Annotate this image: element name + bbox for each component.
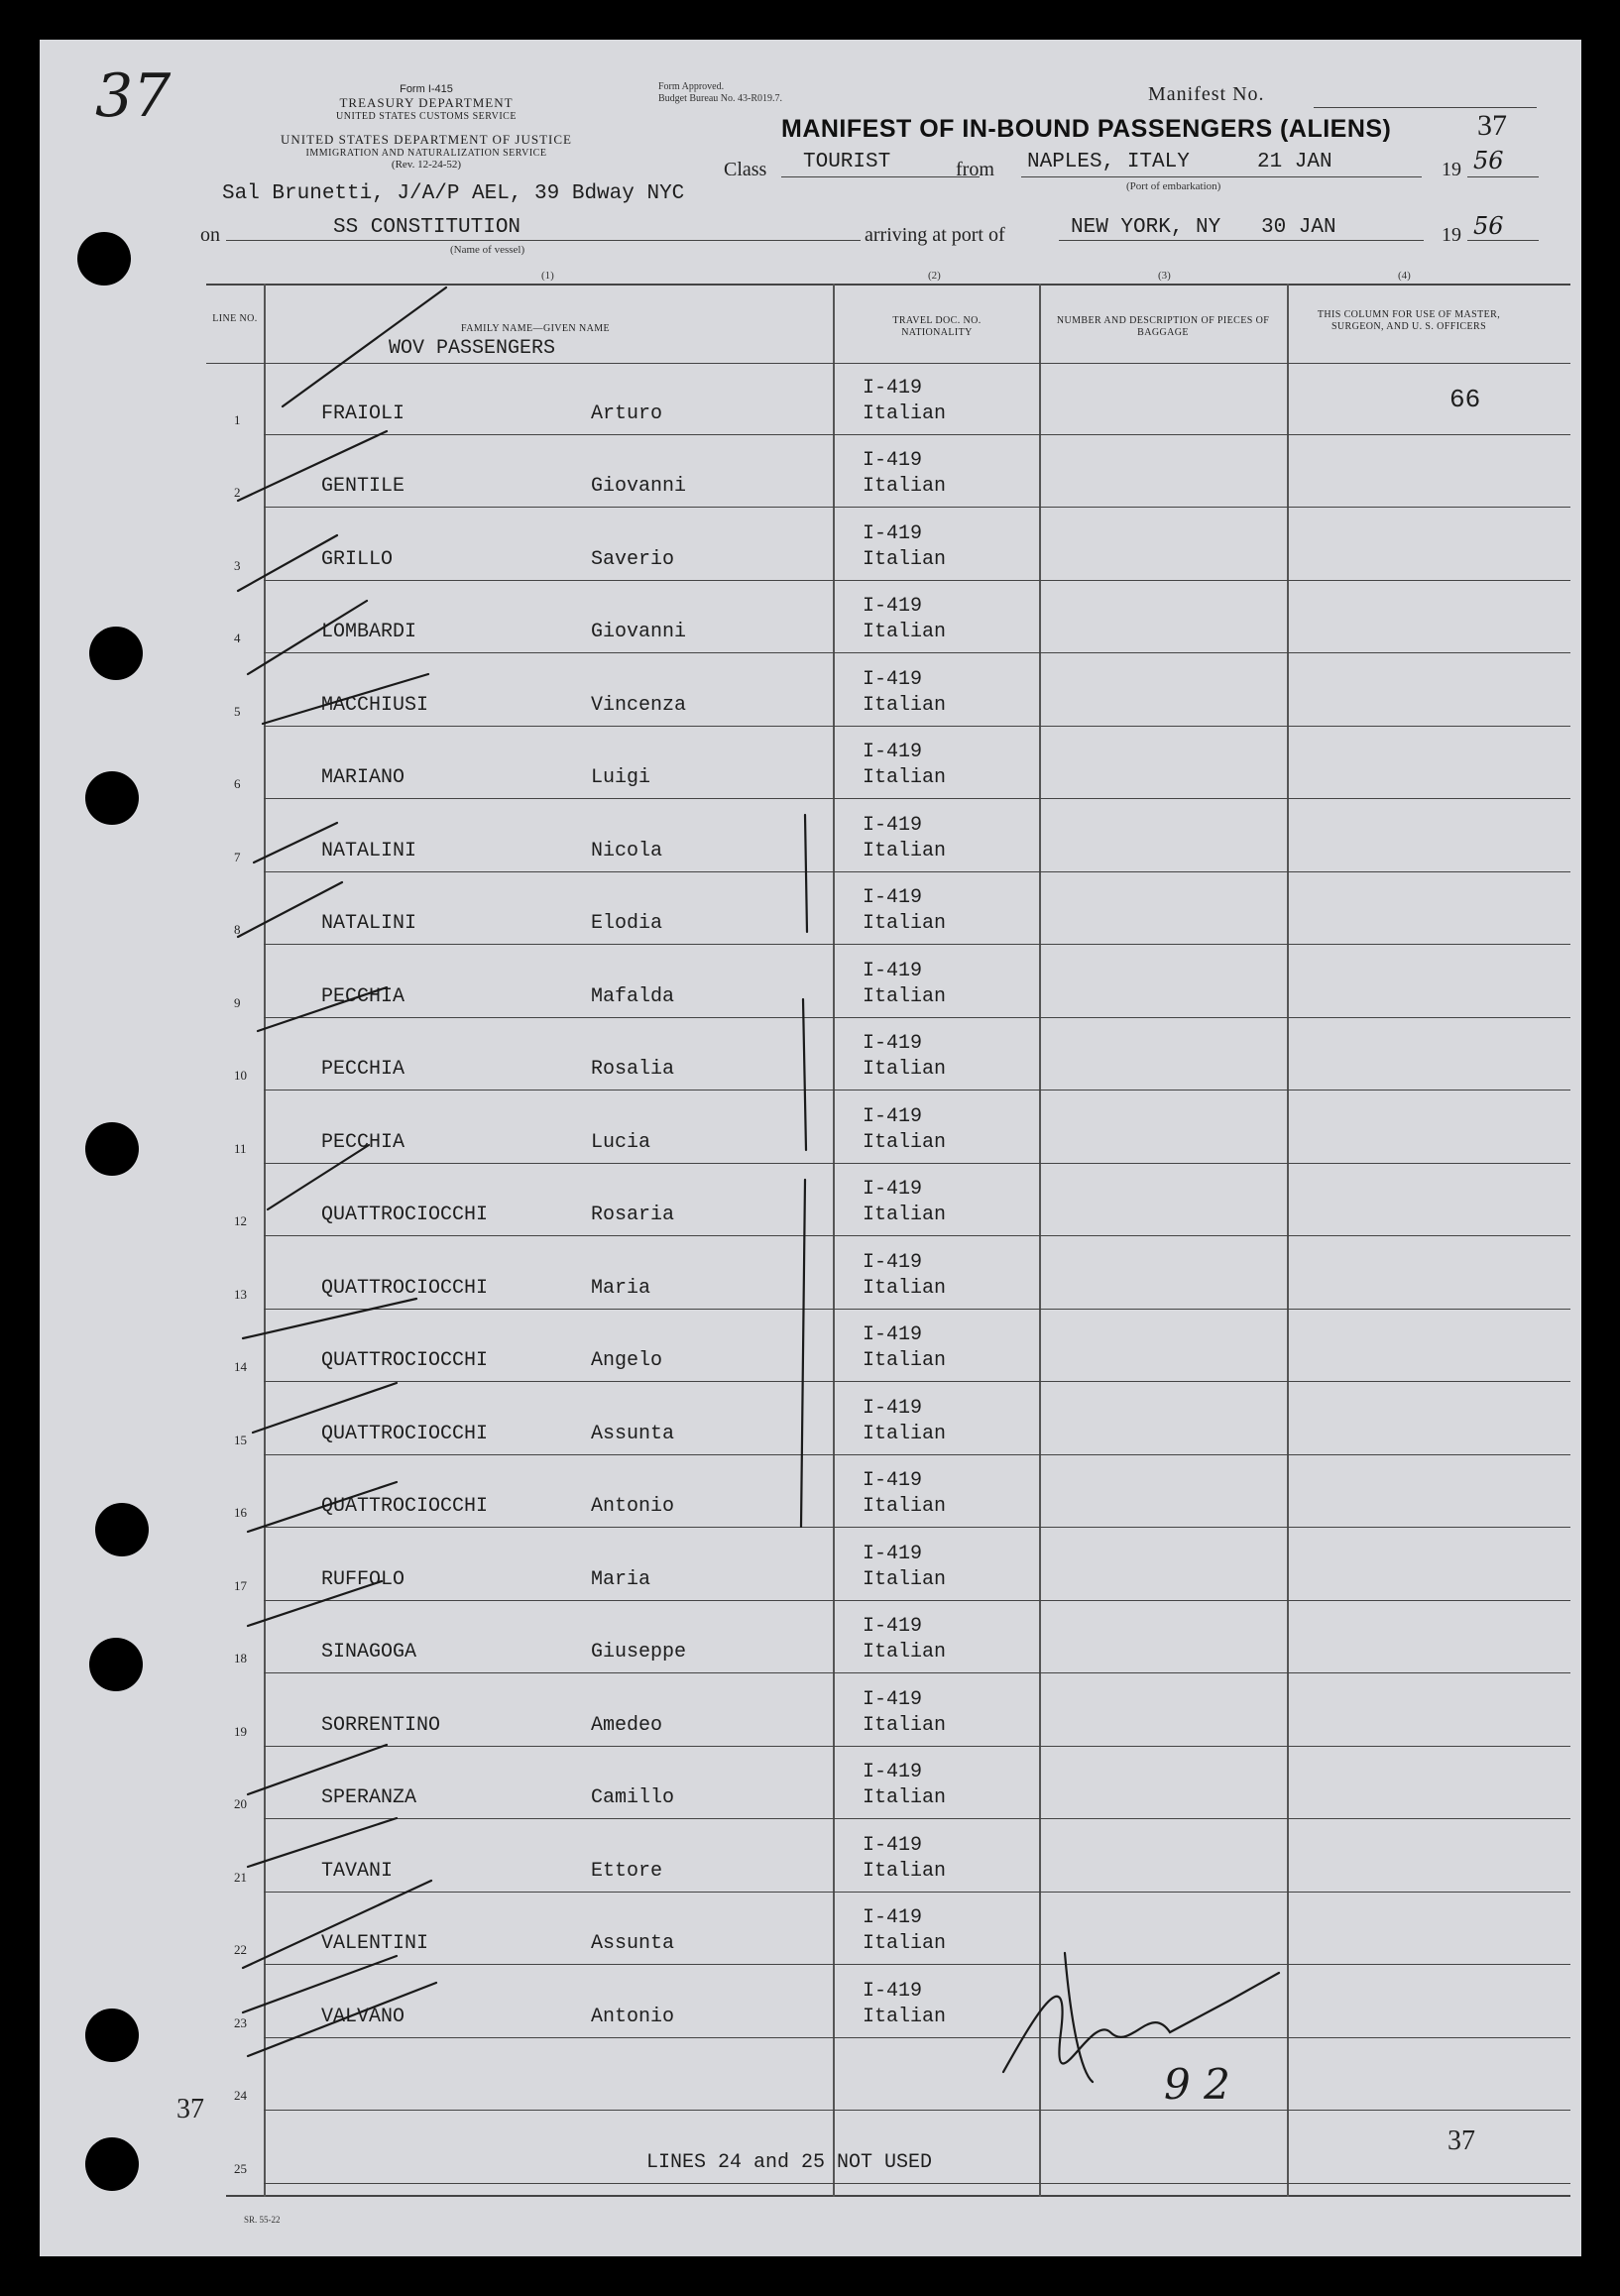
vessel-caption: (Name of vessel) [450,244,525,256]
given-name: Elodia [591,912,663,935]
tick-mark [248,1581,382,1626]
line-number: 1 [234,411,241,427]
unused-lines-note: LINES 24 and 25 NOT USED [646,2151,933,2174]
tick-mark [238,535,337,591]
form-code: SR. 55-22 [244,2215,281,2225]
handwritten-page-number: 37 [95,61,172,131]
given-name: Saverio [591,547,675,571]
tick-mark [243,1299,416,1338]
tick-mark [248,1818,397,1867]
budget-bureau-text: Budget Bureau No. 43-R019.7. [658,93,782,104]
family-name: GRILLO [321,547,394,571]
nationality: Italian [863,1713,947,1737]
column-number-3: (3) [1158,270,1171,282]
travel-doc-no: I-419 [863,449,923,472]
tick-mark [238,882,342,937]
arrival-port: NEW YORK, NY [1071,216,1221,239]
bottom-right-number: 37 [1447,2125,1475,2156]
line-number: 6 [234,776,241,791]
left-margin-number: 37 [176,2094,204,2124]
tick-mark [248,1983,436,2056]
nationality: Italian [863,693,947,717]
family-name: SINAGOGA [321,1641,417,1664]
travel-doc-no: I-419 [863,1104,923,1128]
family-name: QUATTROCIOCCHI [321,1204,489,1226]
given-name: Giovanni [591,621,687,643]
line-number: 12 [234,1213,247,1228]
given-name: Nicola [591,839,663,862]
travel-doc-no: I-419 [863,1469,923,1492]
manifest-no-label: Manifest No. [1148,83,1265,105]
given-name: Antonio [591,2005,675,2028]
line-number: 20 [234,1796,247,1811]
given-name: Mafalda [591,984,675,1008]
given-name: Amedeo [591,1713,663,1737]
nationality: Italian [863,1932,947,1955]
depart-year: 56 [1473,147,1504,174]
given-name: Luigi [591,766,651,789]
family-name: VALENTINI [321,1932,429,1955]
given-name: Angelo [591,1349,663,1372]
officer-note: 66 [1449,384,1481,414]
form-number: Form I-415 [400,83,453,95]
line-number: 19 [234,1723,247,1739]
given-name: Vincenza [591,693,687,717]
line-number: 14 [234,1359,247,1374]
line-number: 4 [234,631,241,645]
line-number: 21 [234,1869,247,1885]
given-name: Maria [591,1276,651,1300]
signature-mark [1065,1953,1093,2082]
baggage-header: NUMBER AND DESCRIPTION OF PIECES OF BAGGAGE [1056,315,1270,338]
signature-mark [1003,1973,1279,2072]
from-value: NAPLES, ITALY [1027,151,1190,173]
line-number: 8 [234,922,241,937]
travel-doc-no: I-419 [863,886,923,909]
travel-doc-no: I-419 [863,1323,923,1346]
depart-date: 21 JAN [1257,151,1332,173]
nationality: Italian [863,1058,947,1081]
manifest-page-number: 37 [1477,109,1507,142]
officer-header: THIS COLUMN FOR USE OF MASTER, SURGEON, AND U. S. OFFICERS [1317,309,1501,332]
nationality: Italian [863,1567,947,1591]
arriving-label: arriving at port of [865,224,1005,246]
line-number: 24 [234,2088,247,2103]
given-name: Camillo [591,1786,675,1809]
travel-doc-no: I-419 [863,1906,923,1929]
family-name: PECCHIA [321,1130,405,1154]
justice-department: UNITED STATES DEPARTMENT OF JUSTICE [281,132,572,147]
tick-mark [243,1881,431,1968]
customs-service: UNITED STATES CUSTOMS SERVICE [336,111,517,122]
nationality: Italian [863,475,947,498]
travel-doc-no: I-419 [863,1032,923,1055]
depart-year-prefix: 19 [1442,159,1461,180]
given-name: Rosalia [591,1058,675,1081]
line-number: 23 [234,2014,247,2030]
nationality: Italian [863,2005,947,2028]
travel-doc-no: I-419 [863,1761,923,1783]
tick-mark [253,1383,397,1433]
travel-doc-no: I-419 [863,376,923,400]
line-number: 15 [234,1432,247,1447]
nationality: Italian [863,1495,947,1518]
tick-mark [248,601,367,674]
family-name: SPERANZA [321,1786,417,1809]
travel-doc-no: I-419 [863,1178,923,1201]
tick-mark [243,1956,397,2012]
line-number: 2 [234,485,241,500]
nationality: Italian [863,1422,947,1445]
family-name: QUATTROCIOCCHI [321,1495,489,1518]
travel-doc-no: I-419 [863,1396,923,1420]
nationality: Italian [863,1641,947,1664]
port-embarkation-caption: (Port of embarkation) [1126,180,1221,192]
family-name: TAVANI [321,1859,394,1883]
family-name: MARIANO [321,766,405,789]
signature-note: 9 2 [1164,2060,1230,2109]
travel-doc-no: I-419 [863,1542,923,1565]
class-label: Class [724,159,767,180]
family-name: SORRENTINO [321,1713,441,1737]
treasury-department: TREASURY DEPARTMENT [339,95,514,110]
given-name: Maria [591,1567,651,1591]
line-number: 10 [234,1068,247,1083]
arrival-year-prefix: 19 [1442,224,1461,246]
given-name: Giovanni [591,475,687,498]
line-number: 25 [234,2160,247,2176]
family-name: NATALINI [321,912,417,935]
handwritten-marks [40,40,1581,2256]
line-number: 22 [234,1942,247,1957]
family-name: PECCHIA [321,984,405,1008]
travel-doc-no: I-419 [863,521,923,545]
family-name: MACCHIUSI [321,693,429,717]
travel-doc-no: I-419 [863,741,923,763]
manifest-title: MANIFEST OF IN-BOUND PASSENGERS (ALIENS) [781,115,1392,143]
travel-doc-no: I-419 [863,595,923,618]
nationality: Italian [863,984,947,1008]
column-number-4: (4) [1398,270,1411,282]
from-label: from [956,159,994,180]
line-number: 11 [234,1140,247,1156]
travel-doc-no: I-419 [863,1250,923,1274]
travel-doc-no: I-419 [863,1833,923,1857]
family-name: QUATTROCIOCCHI [321,1349,489,1372]
class-value: TOURIST [803,151,891,173]
line-no-header: LINE NO. [212,313,258,324]
vessel-name: SS CONSTITUTION [333,216,521,239]
given-name: Assunta [591,1932,675,1955]
bracket-mark [803,999,806,1150]
given-name: Antonio [591,1495,675,1518]
travel-doc-header: TRAVEL DOC. NO. NATIONALITY [892,315,982,338]
bracket-mark [805,815,807,932]
on-label: on [200,224,220,246]
family-name: QUATTROCIOCCHI [321,1422,489,1445]
nationality: Italian [863,766,947,789]
nationality: Italian [863,1349,947,1372]
travel-doc-no: I-419 [863,813,923,837]
line-number: 17 [234,1577,247,1593]
given-name: Arturo [591,402,663,425]
tick-mark [263,674,428,724]
nationality: Italian [863,547,947,571]
line-number: 7 [234,849,241,864]
family-name: VALVANO [321,2005,405,2028]
tick-mark [268,1145,369,1209]
name-header: FAMILY NAME—GIVEN NAME [460,323,610,334]
family-name: QUATTROCIOCCHI [321,1276,489,1300]
nationality: Italian [863,1204,947,1226]
given-name: Rosaria [591,1204,675,1226]
line-number: 9 [234,994,241,1010]
immigration-service: IMMIGRATION AND NATURALIZATION SERVICE [305,148,547,159]
tick-mark [238,431,387,501]
family-name: NATALINI [321,839,417,862]
nationality: Italian [863,621,947,643]
travel-doc-no: I-419 [863,959,923,982]
column-number-2: (2) [928,270,941,282]
tick-mark [258,987,387,1031]
form-revision: (Rev. 12-24-52) [391,159,462,171]
bracket-mark [801,1180,805,1527]
line-number: 18 [234,1651,247,1665]
manifest-page [40,40,1581,2256]
family-name: FRAIOLI [321,402,405,425]
approval-text: Form Approved. [658,81,725,92]
family-name: LOMBARDI [321,621,417,643]
arrival-date: 30 JAN [1261,216,1336,239]
tick-mark [283,287,446,406]
nationality: Italian [863,912,947,935]
arrival-year: 56 [1473,212,1504,240]
agent-line: Sal Brunetti, J/A/P AEL, 39 Bdway NYC [222,182,685,205]
line-number: 3 [234,557,241,573]
line-number: 16 [234,1505,247,1520]
nationality: Italian [863,402,947,425]
tick-mark [248,1745,387,1794]
given-name: Giuseppe [591,1641,687,1664]
tick-mark [254,823,337,862]
family-name: GENTILE [321,475,405,498]
section-label: WOV PASSENGERS [389,337,556,360]
family-name: PECCHIA [321,1058,405,1081]
line-number: 5 [234,703,241,719]
column-number-1: (1) [541,270,554,282]
travel-doc-no: I-419 [863,1615,923,1638]
nationality: Italian [863,839,947,862]
travel-doc-no: I-419 [863,1979,923,2003]
travel-doc-no: I-419 [863,1687,923,1711]
given-name: Lucia [591,1130,651,1154]
given-name: Assunta [591,1422,675,1445]
travel-doc-no: I-419 [863,667,923,691]
nationality: Italian [863,1859,947,1883]
line-number: 13 [234,1286,247,1302]
nationality: Italian [863,1276,947,1300]
nationality: Italian [863,1786,947,1809]
nationality: Italian [863,1130,947,1154]
tick-mark [248,1482,397,1532]
family-name: RUFFOLO [321,1567,405,1591]
given-name: Ettore [591,1859,663,1883]
